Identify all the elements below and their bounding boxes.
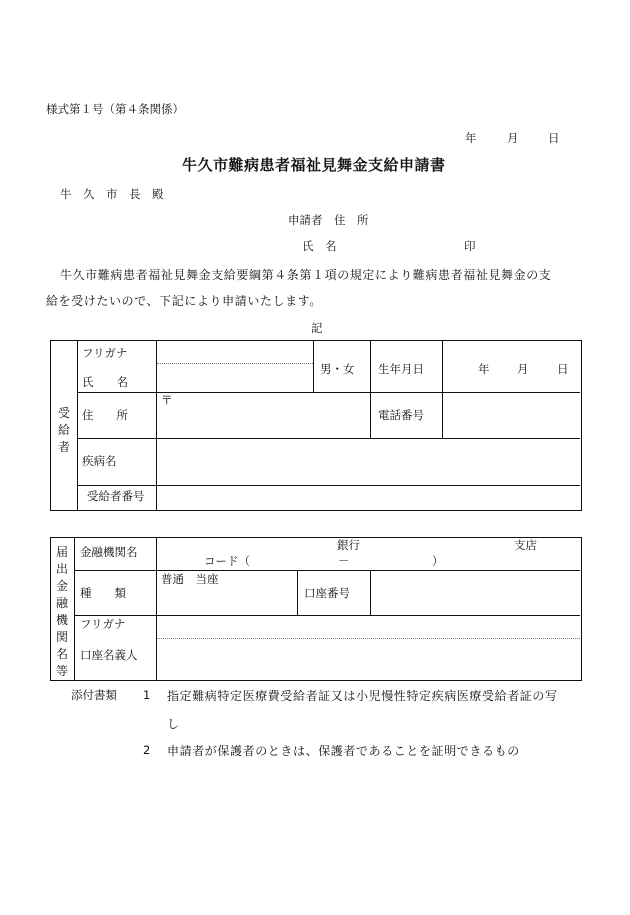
intro-text-line1: 牛久市難病患者福祉見舞金支給要綱第４条第１項の規定により難病患者福祉見舞金の支 xyxy=(60,268,552,282)
ki-label: 記 xyxy=(311,321,323,335)
postal-mark: 〒 xyxy=(161,393,173,407)
account-number-label: 口座番号 xyxy=(304,586,350,600)
code-close: ） xyxy=(432,554,444,568)
attachments-label: 添付書類 xyxy=(71,688,117,702)
attachment-1-text-cont: し xyxy=(167,717,180,731)
gender-label: 男・女 xyxy=(320,362,355,376)
date-day-label: 日 xyxy=(548,131,560,145)
attachment-2-text: 申請者が保護者のときは、保護者であることを証明できるもの xyxy=(167,744,520,758)
recipient-address-label: 住 所 xyxy=(82,408,128,422)
birth-month-label: 月 xyxy=(517,362,529,376)
disease-label: 疾病名 xyxy=(82,454,117,468)
attachment-1-number: 1 xyxy=(143,688,151,702)
recipient-section-label: 受給者 xyxy=(57,406,70,454)
code-dash: － xyxy=(338,554,350,568)
birth-year-label: 年 xyxy=(478,362,490,376)
account-type-label: 種 類 xyxy=(80,586,126,600)
seal-label: 印 xyxy=(464,239,476,253)
recipient-name-label: 氏 名 xyxy=(82,375,128,389)
branch-suffix-label: 支店 xyxy=(514,538,537,552)
form-number: 様式第１号（第４条関係） xyxy=(46,102,184,116)
attachment-1-text: 指定難病特定医療費受給者証又は小児慢性特定疾病医療受給者証の写 xyxy=(167,689,558,703)
bank-section-label: 届出金融機関名等 xyxy=(55,545,68,678)
applicant-address-label: 申請者 住 所 xyxy=(288,213,369,227)
recipient-number-label: 受給者番号 xyxy=(87,489,145,503)
birth-day-label: 日 xyxy=(557,362,569,376)
date-month-label: 月 xyxy=(507,131,519,145)
birthdate-label: 生年月日 xyxy=(378,362,424,376)
attachment-2-number: 2 xyxy=(143,743,151,757)
addressee: 牛 久 市 長 殿 xyxy=(60,187,164,201)
account-holder-label: 口座名義人 xyxy=(80,648,138,662)
page-title: 牛久市難病患者福祉見舞金支給申請書 xyxy=(182,156,446,174)
bank-furigana-label: フリガナ xyxy=(80,617,126,631)
applicant-name-label: 氏 名 xyxy=(302,239,337,253)
institution-label: 金融機関名 xyxy=(80,545,138,559)
phone-label: 電話番号 xyxy=(378,408,424,422)
bank-suffix-label: 銀行 xyxy=(337,538,360,552)
intro-text-line2: 給を受けたいので、下記により申請いたします。 xyxy=(46,294,323,308)
recipient-furigana-label: フリガナ xyxy=(82,346,128,360)
account-type-options: 普通 当座 xyxy=(161,572,219,586)
code-label: コード（ xyxy=(204,554,250,568)
date-year-label: 年 xyxy=(465,131,477,145)
